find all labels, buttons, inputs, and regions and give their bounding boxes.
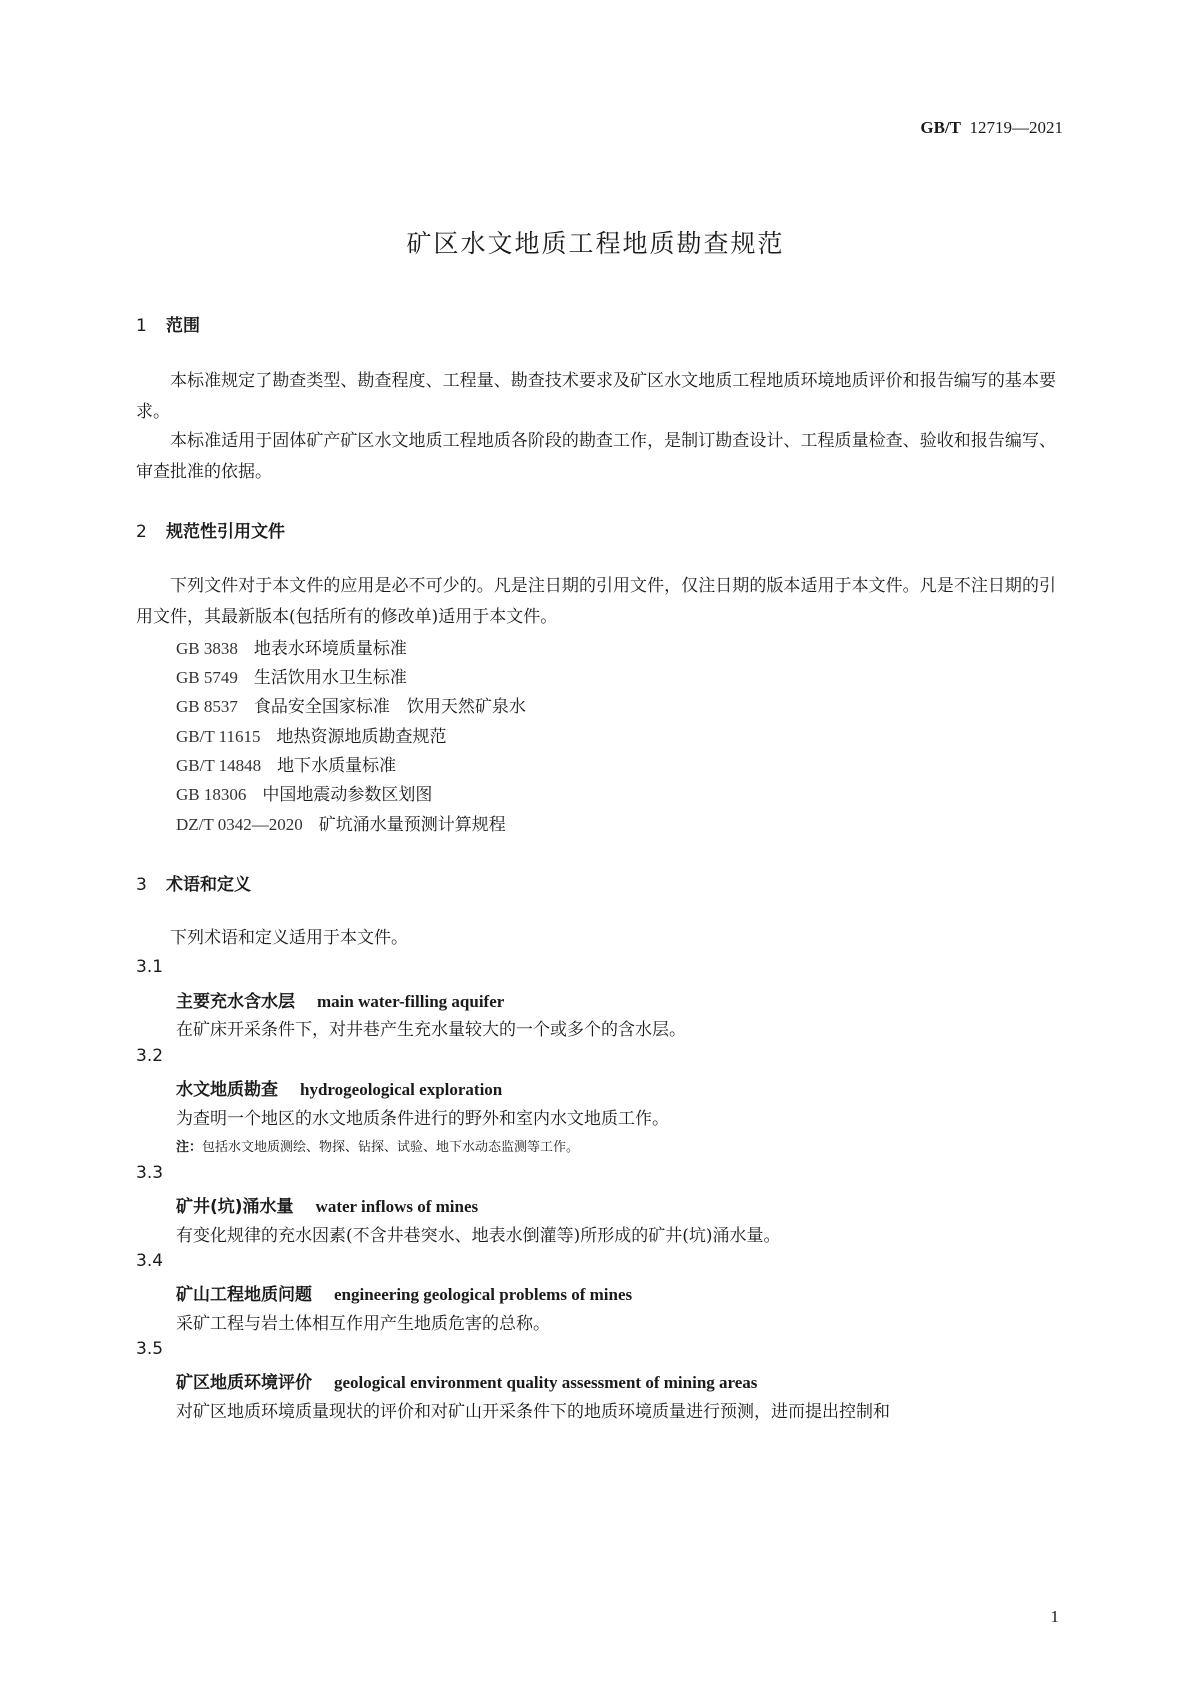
standard-code: GB/T 12719—2021 [920,118,1063,137]
reference-item: GB 8537 食品安全国家标准 饮用天然矿泉水 [176,697,526,717]
reference-item: GB 5749 生活饮用水卫生标准 [176,668,407,688]
term-number: 3.2 [136,1046,164,1066]
term-number: 3.5 [136,1339,164,1359]
term-definition: 在矿床开采条件下，对井巷产生充水量较大的一个或多个的含水层。 [176,1020,686,1040]
term-title: 主要充水含水层 main water-filling aquifer [176,992,505,1012]
page-number: 1 [1050,1607,1059,1626]
term-definition: 为查明一个地区的水文地质条件进行的野外和室内水文地质工作。 [176,1109,669,1129]
reference-item: GB/T 11615 地热资源地质勘查规范 [176,727,447,747]
reference-item: GB/T 14848 地下水质量标准 [176,756,397,776]
paragraph: 下列术语和定义适用于本文件。 [170,928,408,948]
section-heading-3: 3 术语和定义 [136,875,251,895]
term-title: 水文地质勘查 hydrogeological exploration [176,1080,503,1100]
reference-item: GB 3838 地表水环境质量标准 [176,639,407,659]
term-number: 3.3 [136,1163,164,1183]
reference-item: DZ/T 0342—2020 矿坑涌水量预测计算规程 [176,815,506,835]
paragraph: 本标准适用于固体矿产矿区水文地质工程地质各阶段的勘查工作，是制订勘查设计、工程质量检查、验收和报告编写、审查批准的依据。 [136,431,1056,482]
section-heading-1: 1 范围 [136,316,200,336]
term-definition: 有变化规律的充水因素(不含井巷突水、地表水倒灌等)所形成的矿井(坑)涌水量。 [176,1226,781,1246]
paragraph: 本标准规定了勘查类型、勘查程度、工程量、勘查技术要求及矿区水文地质工程地质环境地质评价和报告编写的基本要求。 [136,371,1056,422]
document-title: 矿区水文地质工程地质勘查规范 [406,229,785,258]
term-number: 3.4 [136,1251,164,1271]
section-heading-2: 2 规范性引用文件 [136,522,285,542]
reference-item: GB 18306 中国地震动参数区划图 [176,785,433,805]
term-title: 矿区地质环境评价 geological environment quality assessment of mining areas [176,1373,758,1393]
paragraph: 下列文件对于本文件的应用是必不可少的。凡是注日期的引用文件，仅注日期的版本适用于本文件。凡是不注日期的引用文件，其最新版本(包括所有的修改单)适用于本文件。 [136,576,1056,627]
term-note: 注：包括水文地质测绘、物探、钻探、试验、地下水动态监测等工作。 [176,1140,580,1155]
term-number: 3.1 [136,957,164,977]
term-title: 矿山工程地质问题 engineering geological problems of mines [176,1285,633,1305]
term-title: 矿井(坑)涌水量 water inflows of mines [176,1197,479,1217]
term-definition: 对矿区地质环境质量现状的评价和对矿山开采条件下的地质环境质量进行预测，进而提出控制和 [176,1402,890,1422]
term-definition: 采矿工程与岩土体相互作用产生地质危害的总称。 [176,1314,550,1334]
